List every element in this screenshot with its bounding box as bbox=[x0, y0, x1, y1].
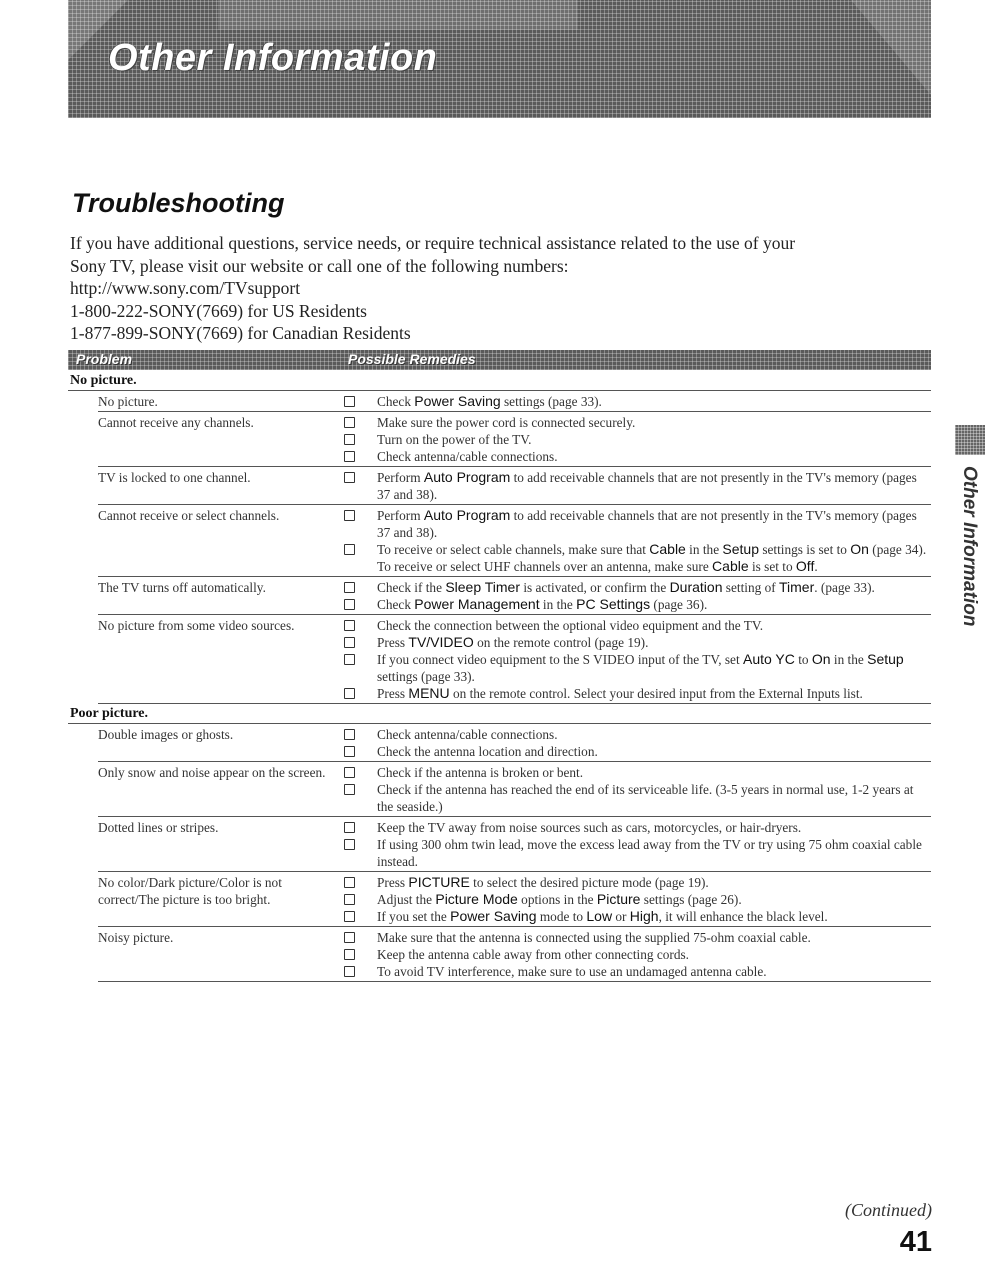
remedy-fragment: to add receivable channels that are not presently in the TV's memory (pages 37 and 38). bbox=[377, 508, 917, 540]
remedy-item bbox=[343, 541, 931, 575]
table-row bbox=[98, 872, 931, 927]
category-heading: Poor picture. bbox=[68, 704, 931, 724]
remedy-text bbox=[377, 726, 931, 743]
problem-text: Cannot receive any channels. bbox=[98, 415, 254, 430]
remedy-list bbox=[343, 393, 931, 410]
remedy-fragment: (page 34). To receive or select UHF channels over an antenna, make sure bbox=[377, 542, 927, 574]
setting-name: Power Management bbox=[414, 596, 540, 612]
remedy-item bbox=[343, 963, 931, 980]
troubleshooting-table bbox=[68, 371, 931, 982]
table-row bbox=[98, 505, 931, 577]
setting-name: Off bbox=[795, 558, 815, 574]
remedy-text bbox=[377, 781, 931, 815]
problem-text: Dotted lines or stripes. bbox=[98, 820, 219, 835]
remedy-fragment: If you connect video equipment to the S VIDEO input of the TV, set bbox=[377, 652, 743, 667]
checkbox-icon bbox=[344, 839, 355, 850]
setting-name: Setup bbox=[867, 651, 904, 667]
remedy-text bbox=[377, 891, 931, 908]
table-row bbox=[98, 391, 931, 412]
checkbox-icon bbox=[344, 396, 355, 407]
remedy-text bbox=[377, 929, 931, 946]
table-row bbox=[98, 817, 931, 872]
remedy-fragment: Check the connection between the optional video equipment and the TV. bbox=[377, 618, 764, 633]
support-url: http://www.sony.com/TVsupport bbox=[70, 278, 301, 298]
remedy-text bbox=[377, 596, 931, 613]
remedy-list bbox=[343, 617, 931, 702]
side-tab-label: Other Information bbox=[959, 466, 980, 627]
remedy-text bbox=[377, 469, 931, 503]
remedy-text bbox=[377, 908, 931, 925]
remedy-fragment: on the remote control. Select your desired input from the External Inputs list. bbox=[449, 686, 863, 701]
canada-phone: 1-877-899-SONY(7669) for Canadian Residents bbox=[70, 323, 411, 343]
remedy-fragment: Check if the antenna is broken or bent. bbox=[377, 765, 584, 780]
checkbox-icon bbox=[344, 417, 355, 428]
remedy-fragment: Perform bbox=[377, 508, 424, 523]
remedy-fragment: is set to bbox=[748, 559, 796, 574]
checkbox-icon bbox=[344, 637, 355, 648]
table-header bbox=[68, 350, 931, 370]
remedy-item bbox=[343, 414, 931, 431]
remedy-fragment: to add receivable channels that are not presently in the TV's memory (pages 37 and 38). bbox=[377, 470, 917, 502]
remedy-text bbox=[377, 541, 931, 575]
remedy-fragment: in the bbox=[685, 542, 723, 557]
problem-text: Only snow and noise appear on the screen. bbox=[98, 765, 326, 780]
remedy-list bbox=[343, 726, 931, 760]
checkbox-icon bbox=[344, 472, 355, 483]
setting-name: Auto Program bbox=[423, 507, 511, 523]
remedy-fragment: settings (page 33). bbox=[500, 394, 602, 409]
remedy-text bbox=[377, 414, 931, 431]
checkbox-icon bbox=[344, 767, 355, 778]
remedy-fragment: or bbox=[612, 909, 630, 924]
remedy-item bbox=[343, 836, 931, 870]
remedy-fragment: . bbox=[814, 559, 818, 574]
remedy-fragment: To receive or select cable channels, make sure that bbox=[377, 542, 650, 557]
header-problem: Problem bbox=[76, 351, 133, 367]
remedy-list bbox=[343, 507, 931, 575]
remedy-item bbox=[343, 946, 931, 963]
checkbox-icon bbox=[344, 510, 355, 521]
table-row bbox=[98, 412, 931, 467]
remedy-text bbox=[377, 634, 931, 651]
remedy-fragment: Check the antenna location and direction. bbox=[377, 744, 598, 759]
checkbox-icon bbox=[344, 966, 355, 977]
checkbox-icon bbox=[344, 434, 355, 445]
problem-text: Noisy picture. bbox=[98, 930, 174, 945]
setting-name: Cable bbox=[712, 558, 749, 574]
checkbox-icon bbox=[344, 654, 355, 665]
setting-name: Cable bbox=[649, 541, 686, 557]
setting-name: Power Saving bbox=[414, 393, 501, 409]
setting-name: Picture bbox=[596, 891, 641, 907]
remedy-item bbox=[343, 819, 931, 836]
problem-text: The TV turns off automatically. bbox=[98, 580, 266, 595]
remedy-item bbox=[343, 908, 931, 925]
checkbox-icon bbox=[344, 620, 355, 631]
continued-note: (Continued) bbox=[845, 1200, 932, 1220]
remedy-list bbox=[343, 929, 931, 980]
checkbox-icon bbox=[344, 746, 355, 757]
category-heading: No picture. bbox=[68, 371, 931, 391]
setting-name: On bbox=[850, 541, 869, 557]
remedy-text bbox=[377, 651, 931, 685]
setting-name: On bbox=[811, 651, 831, 667]
setting-name: Auto Program bbox=[423, 469, 511, 485]
problem-text: No picture. bbox=[98, 394, 158, 409]
remedy-fragment: If you set the bbox=[377, 909, 451, 924]
checkbox-icon bbox=[344, 582, 355, 593]
remedy-text bbox=[377, 448, 931, 465]
remedy-fragment: To avoid TV interference, make sure to use an undamaged antenna cable. bbox=[377, 964, 767, 979]
remedy-text bbox=[377, 819, 931, 836]
remedy-text bbox=[377, 685, 931, 702]
checkbox-icon bbox=[344, 784, 355, 795]
remedy-fragment: in the bbox=[830, 652, 868, 667]
remedy-item bbox=[343, 431, 931, 448]
remedy-item bbox=[343, 617, 931, 634]
remedy-text bbox=[377, 946, 931, 963]
header-banner bbox=[68, 0, 931, 118]
remedy-text bbox=[377, 836, 931, 870]
checkbox-icon bbox=[344, 729, 355, 740]
setting-name: Picture Mode bbox=[435, 891, 518, 907]
remedy-item bbox=[343, 634, 931, 651]
setting-name: Low bbox=[586, 908, 613, 924]
checkbox-icon bbox=[344, 544, 355, 555]
remedy-item bbox=[343, 393, 931, 410]
setting-name: Auto YC bbox=[742, 651, 795, 667]
remedy-fragment: is activated, or confirm the bbox=[520, 580, 670, 595]
remedy-fragment: Press bbox=[377, 875, 409, 890]
remedy-fragment: (page 36). bbox=[650, 597, 708, 612]
setting-name: Sleep Timer bbox=[445, 579, 521, 595]
table-row bbox=[98, 467, 931, 505]
intro-line: Sony TV, please visit our website or call one of the following numbers: bbox=[70, 255, 569, 276]
checkbox-icon bbox=[344, 822, 355, 833]
remedy-fragment: settings (page 26). bbox=[640, 892, 742, 907]
remedy-item bbox=[343, 651, 931, 685]
header-remedies: Possible Remedies bbox=[348, 351, 476, 367]
remedy-item bbox=[343, 781, 931, 815]
remedy-list bbox=[343, 469, 931, 503]
remedy-fragment: Check antenna/cable connections. bbox=[377, 449, 558, 464]
remedy-item bbox=[343, 579, 931, 596]
remedy-fragment: settings (page 33). bbox=[377, 669, 475, 684]
remedy-text bbox=[377, 507, 931, 541]
checkbox-icon bbox=[344, 877, 355, 888]
checkbox-icon bbox=[344, 894, 355, 905]
remedy-fragment: on the remote control (page 19). bbox=[473, 635, 649, 650]
remedy-fragment: Check if the bbox=[377, 580, 446, 595]
page-number: 41 bbox=[899, 1226, 932, 1258]
remedy-text bbox=[377, 743, 931, 760]
remedy-fragment: If using 300 ohm twin lead, move the excess lead away from the TV or try using 75 ohm coaxial cable instead. bbox=[377, 837, 922, 869]
problem-text: No picture from some video sources. bbox=[98, 618, 295, 633]
remedy-item bbox=[343, 596, 931, 613]
remedy-fragment: Turn on the power of the TV. bbox=[377, 432, 532, 447]
remedy-item bbox=[343, 764, 931, 781]
table-row bbox=[98, 577, 931, 615]
remedy-fragment: Check antenna/cable connections. bbox=[377, 727, 558, 742]
problem-text: TV is locked to one channel. bbox=[98, 470, 251, 485]
remedy-item bbox=[343, 743, 931, 760]
setting-name: MENU bbox=[408, 685, 450, 701]
remedy-fragment: Check bbox=[377, 597, 415, 612]
remedy-item bbox=[343, 469, 931, 503]
remedy-fragment: . (page 33). bbox=[814, 580, 875, 595]
remedy-fragment: Check bbox=[377, 394, 415, 409]
setting-name: Setup bbox=[722, 541, 760, 557]
remedy-text bbox=[377, 579, 931, 596]
table-row bbox=[98, 762, 931, 817]
remedy-fragment: Keep the TV away from noise sources such as cars, motorcycles, or hair-dryers. bbox=[377, 820, 802, 835]
problem-text: Double images or ghosts. bbox=[98, 727, 234, 742]
setting-name: Timer bbox=[779, 579, 815, 595]
remedy-fragment: Make sure the power cord is connected securely. bbox=[377, 415, 636, 430]
remedy-list bbox=[343, 414, 931, 465]
setting-name: Power Saving bbox=[450, 908, 537, 924]
remedy-text bbox=[377, 874, 931, 891]
section-title: Troubleshooting bbox=[72, 188, 285, 218]
remedy-list bbox=[343, 819, 931, 870]
remedy-item bbox=[343, 685, 931, 702]
remedy-item bbox=[343, 874, 931, 891]
remedy-fragment: Make sure that the antenna is connected using the supplied 75-ohm coaxial cable. bbox=[377, 930, 811, 945]
remedy-fragment: Adjust the bbox=[377, 892, 436, 907]
remedy-fragment: Check if the antenna has reached the end of its serviceable life. (3-5 years in normal use, 1-2 years at the seaside.) bbox=[377, 782, 914, 814]
banner-title: Other Information bbox=[108, 37, 438, 79]
remedy-list bbox=[343, 579, 931, 613]
remedy-fragment: Press bbox=[377, 686, 409, 701]
checkbox-icon bbox=[344, 451, 355, 462]
remedy-item bbox=[343, 507, 931, 541]
remedy-fragment: to select the desired picture mode (page 19). bbox=[469, 875, 709, 890]
setting-name: PC Settings bbox=[576, 596, 651, 612]
remedy-text bbox=[377, 431, 931, 448]
checkbox-icon bbox=[344, 599, 355, 610]
intro-text bbox=[70, 232, 930, 345]
table-row bbox=[98, 724, 931, 762]
remedy-text bbox=[377, 393, 931, 410]
us-phone: 1-800-222-SONY(7669) for US Residents bbox=[70, 300, 367, 321]
remedy-fragment: Keep the antenna cable away from other connecting cords. bbox=[377, 947, 689, 962]
remedy-list bbox=[343, 764, 931, 815]
setting-name: Duration bbox=[669, 579, 723, 595]
checkbox-icon bbox=[344, 932, 355, 943]
table-row bbox=[98, 615, 931, 704]
checkbox-icon bbox=[344, 911, 355, 922]
remedy-item bbox=[343, 448, 931, 465]
setting-name: PICTURE bbox=[408, 874, 470, 890]
remedy-fragment: in the bbox=[539, 597, 577, 612]
intro-line: If you have additional questions, service needs, or require technical assistance related to the use of your bbox=[70, 233, 796, 253]
setting-name: TV/VIDEO bbox=[408, 634, 474, 650]
remedy-fragment: settings is set to bbox=[759, 542, 851, 557]
remedy-item bbox=[343, 891, 931, 908]
remedy-text bbox=[377, 963, 931, 980]
remedy-text bbox=[377, 617, 931, 634]
side-tab-marker bbox=[955, 425, 985, 455]
table-row bbox=[98, 927, 931, 982]
remedy-fragment: to bbox=[794, 652, 812, 667]
problem-text: Cannot receive or select channels. bbox=[98, 508, 280, 523]
remedy-list bbox=[343, 874, 931, 925]
checkbox-icon bbox=[344, 688, 355, 699]
remedy-text bbox=[377, 764, 931, 781]
problem-text: No color/Dark picture/Color is not correct/The picture is too bright. bbox=[98, 875, 282, 907]
remedy-fragment: , it will enhance the black level. bbox=[658, 909, 828, 924]
remedy-fragment: Perform bbox=[377, 470, 424, 485]
remedy-fragment: Press bbox=[377, 635, 409, 650]
setting-name: High bbox=[629, 908, 659, 924]
checkbox-icon bbox=[344, 949, 355, 960]
remedy-fragment: setting of bbox=[722, 580, 779, 595]
remedy-fragment: options in the bbox=[517, 892, 597, 907]
remedy-item bbox=[343, 726, 931, 743]
remedy-item bbox=[343, 929, 931, 946]
remedy-fragment: mode to bbox=[536, 909, 587, 924]
